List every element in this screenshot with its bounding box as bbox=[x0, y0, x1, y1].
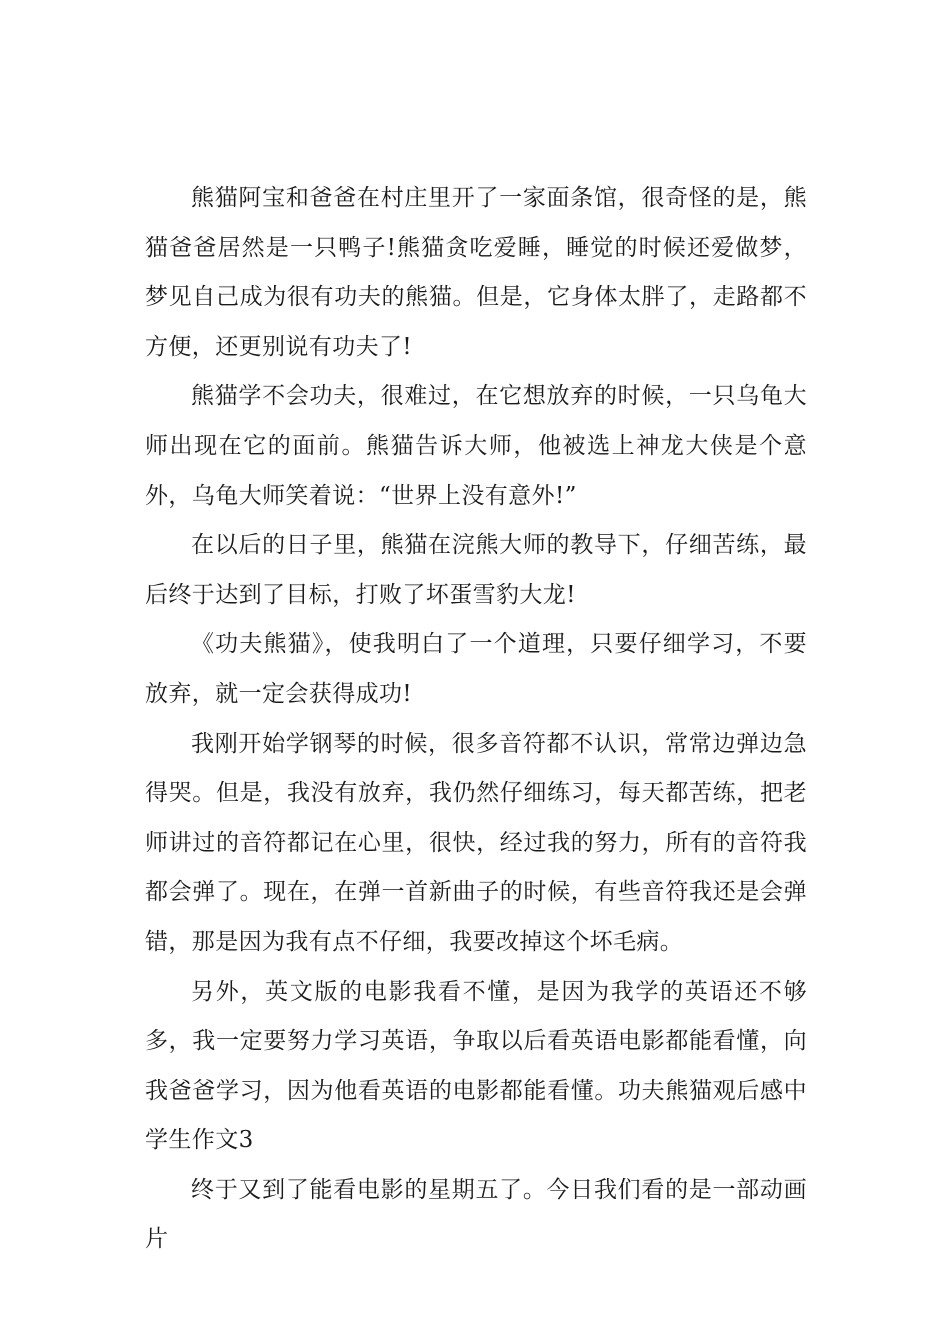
paragraph: 熊猫学不会功夫，很难过，在它想放弃的时候，一只乌龟大师出现在它的面前。熊猫告诉大师，他被选上神龙大侠是个意外，乌龟大师笑着说：“世界上没有意外!” bbox=[145, 383, 807, 509]
paragraph: 终于又到了能看电影的星期五了。今日我们看的是一部动画片 bbox=[145, 1176, 807, 1253]
paragraph: 另外，英文版的电影我看不懂，是因为我学的英语还不够多，我一定要努力学习英语，争取以后看英语电影都能看懂，向我爸爸学习，因为他看英语的电影都能看懂。功夫熊猫观后感中学生作文3 bbox=[145, 978, 807, 1154]
paragraph: 在以后的日子里，熊猫在浣熊大师的教导下，仔细苦练，最后终于达到了目标，打败了坏蛋雪豹大龙! bbox=[145, 532, 807, 608]
paragraph: 熊猫阿宝和爸爸在村庄里开了一家面条馆，很奇怪的是，熊猫爸爸居然是一只鸭子!熊猫贪吃爱睡，睡觉的时候还爱做梦，梦见自己成为很有功夫的熊猫。但是，它身体太胖了，走路都不方便，还更别说有功夫了! bbox=[145, 185, 807, 360]
document-body bbox=[145, 174, 807, 1265]
paragraph: 《功夫熊猫》，使我明白了一个道理，只要仔细学习，不要放弃，就一定会获得成功! bbox=[145, 631, 807, 707]
paragraph: 我刚开始学钢琴的时候，很多音符都不认识，常常边弹边急得哭。但是，我没有放弃，我仍然仔细练习，每天都苦练，把老师讲过的音符都记在心里，很快，经过我的努力，所有的音符我都会弹了。现在，在弹一首新曲子的时候，有些音符我还是会弹错，那是因为我有点不仔细，我要改掉这个坏毛病。 bbox=[145, 730, 807, 955]
